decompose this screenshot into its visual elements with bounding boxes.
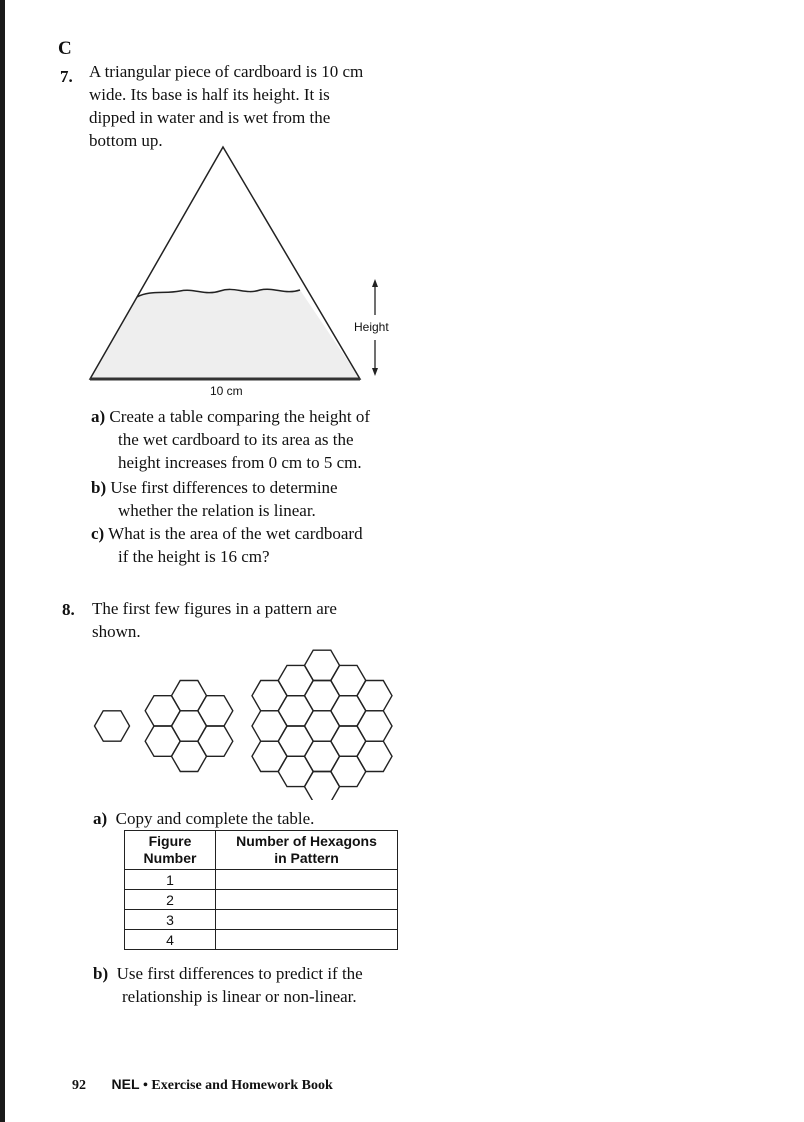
page-number: 92 — [72, 1078, 86, 1093]
part-line: Copy and complete the table. — [115, 809, 315, 828]
figure-number-cell: 2 — [125, 890, 216, 910]
table-header-row — [125, 831, 398, 870]
q7-line: wide. Its base is half its height. It is — [89, 85, 330, 104]
table-row — [125, 890, 398, 910]
hexagon — [357, 681, 392, 711]
figure-number-cell: 4 — [125, 930, 216, 950]
hexagon — [278, 756, 313, 786]
part-label: a) — [93, 809, 108, 828]
triangle-diagram — [80, 140, 410, 400]
figure-2 — [145, 681, 233, 772]
hexagon — [172, 711, 207, 741]
hexagon — [357, 741, 392, 771]
wet-region — [90, 289, 360, 379]
book-title: Exercise and Homework Book — [151, 1078, 333, 1093]
hexagon — [252, 681, 287, 711]
part-line: What is the area of the wet cardboard — [108, 524, 363, 543]
header-line: Number — [143, 850, 197, 866]
q7-part-a — [91, 405, 370, 474]
hexagon — [331, 756, 366, 786]
hexagon-count-cell[interactable] — [216, 890, 398, 910]
hexagon — [95, 711, 130, 741]
q7-text — [89, 60, 363, 152]
q8-part-b — [93, 962, 363, 1008]
hexagon — [305, 772, 340, 801]
publisher: NEL — [111, 1076, 140, 1092]
table-row — [125, 870, 398, 890]
hexagon — [305, 681, 340, 711]
hexagon — [357, 711, 392, 741]
q8-line: The first few figures in a pattern are — [92, 599, 337, 618]
hexagon-count-cell[interactable] — [216, 930, 398, 950]
arrow-down-icon — [372, 368, 378, 376]
part-label: a) — [91, 407, 106, 426]
hexagon — [172, 681, 207, 711]
page-footer — [72, 1076, 333, 1094]
q7-line: A triangular piece of cardboard is 10 cm — [89, 62, 364, 81]
hexagon — [252, 711, 287, 741]
table-row — [125, 930, 398, 950]
header-line: Number of Hexagons — [236, 833, 377, 849]
hexagon — [305, 650, 340, 680]
part-line: if the height is 16 cm? — [118, 547, 270, 566]
hexagon — [305, 741, 340, 771]
part-line: the wet cardboard to its area as the — [118, 430, 354, 449]
figure-1 — [95, 711, 130, 741]
header-line: Figure — [148, 833, 192, 849]
hexagon — [331, 665, 366, 695]
page-edge-shadow — [0, 0, 5, 1122]
q7-line: dipped in water and is wet from the — [89, 108, 331, 127]
height-label: Height — [354, 320, 389, 334]
hexagon-table — [124, 830, 398, 950]
hexagon — [145, 726, 180, 756]
hexagon — [331, 696, 366, 726]
q7-part-c — [91, 522, 363, 568]
part-line: Create a table comparing the height of — [109, 407, 370, 426]
part-label: c) — [91, 524, 105, 543]
base-label: 10 cm — [210, 384, 243, 398]
table-header-count — [216, 831, 398, 870]
hexagon-count-cell[interactable] — [216, 910, 398, 930]
figure-3 — [252, 650, 392, 800]
part-line: Use first differences to predict if the — [116, 964, 363, 983]
part-line: whether the relation is linear. — [118, 501, 316, 520]
q8-number: 8. — [62, 600, 75, 619]
part-label: b) — [91, 478, 107, 497]
hexagon — [172, 741, 207, 771]
hexagon — [278, 726, 313, 756]
hexagon — [331, 726, 366, 756]
hexagon-count-cell[interactable] — [216, 870, 398, 890]
arrow-up-icon — [372, 279, 378, 287]
part-line: Use first differences to determine — [110, 478, 338, 497]
hexagon-pattern — [80, 630, 410, 800]
figure-number-cell: 3 — [125, 910, 216, 930]
q8-line: shown. — [92, 622, 141, 641]
table-header-figure — [125, 831, 216, 870]
section-letter: C — [58, 38, 72, 59]
figure-number-cell: 1 — [125, 870, 216, 890]
footer-bullet: • — [143, 1078, 148, 1093]
part-line: height increases from 0 cm to 5 cm. — [118, 453, 362, 472]
header-line: in Pattern — [274, 850, 339, 866]
hexagon — [198, 726, 233, 756]
q7-part-b — [91, 476, 338, 522]
q7-number: 7. — [60, 67, 73, 86]
hexagon — [198, 696, 233, 726]
hexagon — [305, 711, 340, 741]
table-row — [125, 910, 398, 930]
q7-line: bottom up. — [89, 131, 163, 150]
part-line: relationship is linear or non-linear. — [122, 987, 357, 1006]
q8-part-a — [93, 807, 314, 830]
part-label: b) — [93, 964, 109, 983]
hexagon — [252, 741, 287, 771]
